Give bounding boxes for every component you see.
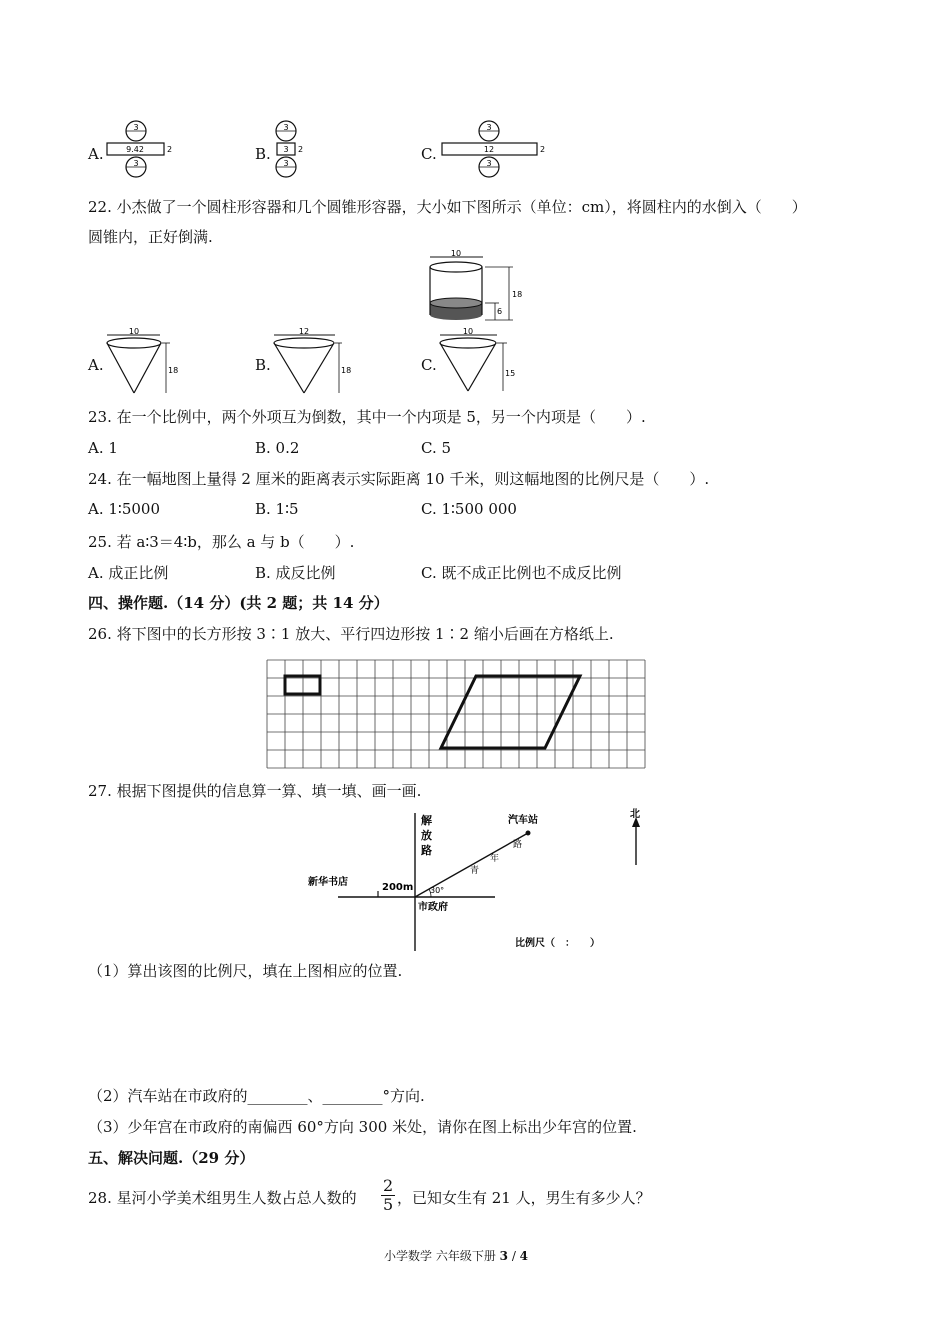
cylinder-net-diagram xyxy=(440,120,555,188)
distance-label: 200m xyxy=(382,882,414,893)
bookstore-label: 新华书店 xyxy=(308,877,348,888)
scale-label: 比例尺（ ： ） xyxy=(515,938,600,949)
q22-text-line1: 22. 小杰做了一个圆柱形容器和几个圆锥形容器，大小如下图所示（单位：cm），将圆柱内的水倒入（ ） xyxy=(88,198,807,216)
q27-sub2: （2）汽车站在市政府的________、________°方向. xyxy=(88,1087,425,1105)
cone-height-label: 18 xyxy=(341,366,352,375)
city-hall-label: 市政府 xyxy=(418,902,448,913)
q25-option-a: A. 成正比例 xyxy=(88,564,169,582)
q24-option-a: A. 1∶5000 xyxy=(88,500,160,518)
bus-station-label: 汽车站 xyxy=(508,815,538,826)
water-height-label: 6 xyxy=(497,307,503,316)
north-label: 北 xyxy=(630,809,640,820)
q23-text: 23. 在一个比例中，两个外项互为倒数，其中一个内项是 5，另一个内项是（ ）. xyxy=(88,408,646,426)
cylinder-height-label: 18 xyxy=(512,290,523,299)
q23-option-c: C. 5 xyxy=(421,439,452,457)
qingnian-road-char: 年 xyxy=(490,854,500,864)
road-label-char: 解 xyxy=(421,814,432,827)
q23-option-b: B. 0.2 xyxy=(255,439,300,457)
q25-option-c: C. 既不成正比例也不成反比例 xyxy=(421,564,622,582)
page-total: 4 xyxy=(519,1249,529,1263)
cone-diagram xyxy=(104,327,179,400)
q27-text: 27. 根据下图提供的信息算一算、填一填、画一画. xyxy=(88,782,422,800)
circle-bottom-label: 3 xyxy=(283,159,289,168)
rect-label: 3 xyxy=(283,145,289,154)
angle-label: 30° xyxy=(430,886,445,895)
cone-height-label: 18 xyxy=(168,366,179,375)
parallelogram-shape xyxy=(441,676,580,748)
q25-option-b: B. 成反比例 xyxy=(255,564,336,582)
side-label: 2 xyxy=(540,145,546,154)
qingnian-road-char: 路 xyxy=(513,840,523,850)
circle-top-label: 3 xyxy=(486,123,492,132)
page-number: 3 xyxy=(499,1249,508,1263)
cone-diameter-label: 12 xyxy=(298,327,310,336)
rectangle-shape xyxy=(285,676,320,694)
circle-top-label: 3 xyxy=(283,123,289,132)
option-letter: B. xyxy=(255,145,271,163)
rect-label: 12 xyxy=(483,145,495,154)
q24-text: 24. 在一幅地图上量得 2 厘米的距离表示实际距离 10 千米，则这幅地图的比例尺是（ ）. xyxy=(88,470,710,488)
cone-height-label: 15 xyxy=(505,369,516,378)
circle-bottom-label: 3 xyxy=(486,159,492,168)
option-letter: B. xyxy=(255,356,271,374)
option-letter: A. xyxy=(88,145,104,163)
page-footer xyxy=(384,1247,528,1265)
fraction xyxy=(381,1177,395,1214)
q28-text-before: 28. 星河小学美术组男生人数占总人数的 xyxy=(88,1189,357,1207)
footer-separator: / xyxy=(508,1249,520,1263)
cone-diameter-label: 10 xyxy=(128,327,140,336)
cylinder-net-diagram xyxy=(104,120,174,188)
grid-paper-diagram xyxy=(265,659,660,767)
q25-text: 25. 若 a∶3＝4∶b，那么 a 与 b（ ）. xyxy=(88,533,355,551)
circle-top-label: 3 xyxy=(133,123,139,132)
q24-option-b: B. 1∶5 xyxy=(255,500,299,518)
cone-diameter-label: 10 xyxy=(462,327,474,336)
section-heading: 四、操作题.（14 分）(共 2 题；共 14 分） xyxy=(88,594,389,612)
cylinder-container-diagram xyxy=(425,249,535,328)
footer-text: 小学数学 六年级下册 xyxy=(384,1249,500,1263)
option-letter: A. xyxy=(88,356,104,374)
side-label: 2 xyxy=(167,145,173,154)
section-heading: 五、解决问题.（29 分） xyxy=(88,1149,255,1167)
cylinder-net-diagram xyxy=(270,120,310,188)
road-label-char: 放 xyxy=(421,829,432,842)
fraction-numerator: 2 xyxy=(383,1176,394,1195)
rect-label: 9.42 xyxy=(126,145,144,154)
map-diagram xyxy=(300,805,650,955)
fraction-denominator: 5 xyxy=(383,1195,394,1214)
circle-bottom-label: 3 xyxy=(133,159,139,168)
side-label: 2 xyxy=(298,145,304,154)
cone-diagram xyxy=(437,327,519,400)
q24-option-c: C. 1∶500 000 xyxy=(421,500,517,518)
cylinder-diameter-label: 10 xyxy=(450,249,462,258)
q23-option-a: A. 1 xyxy=(88,439,118,457)
cone-diagram xyxy=(271,327,353,400)
q27-sub3: （3）少年宫在市政府的南偏西 60°方向 300 米处，请你在图上标出少年宫的位置. xyxy=(88,1118,637,1136)
road-label-char: 路 xyxy=(421,844,432,857)
q22-text-line2: 圆锥内，正好倒满. xyxy=(88,228,213,246)
qingnian-road-char: 青 xyxy=(470,866,480,876)
option-letter: C. xyxy=(421,356,437,374)
q28-text-after: ，已知女生有 21 人，男生有多少人？ xyxy=(397,1189,651,1207)
option-letter: C. xyxy=(421,145,437,163)
q26-text: 26. 将下图中的长方形按 3∶1 放大、平行四边形按 1∶2 缩小后画在方格纸上. xyxy=(88,625,614,643)
q27-sub1: （1）算出该图的比例尺，填在上图相应的位置. xyxy=(88,962,403,980)
